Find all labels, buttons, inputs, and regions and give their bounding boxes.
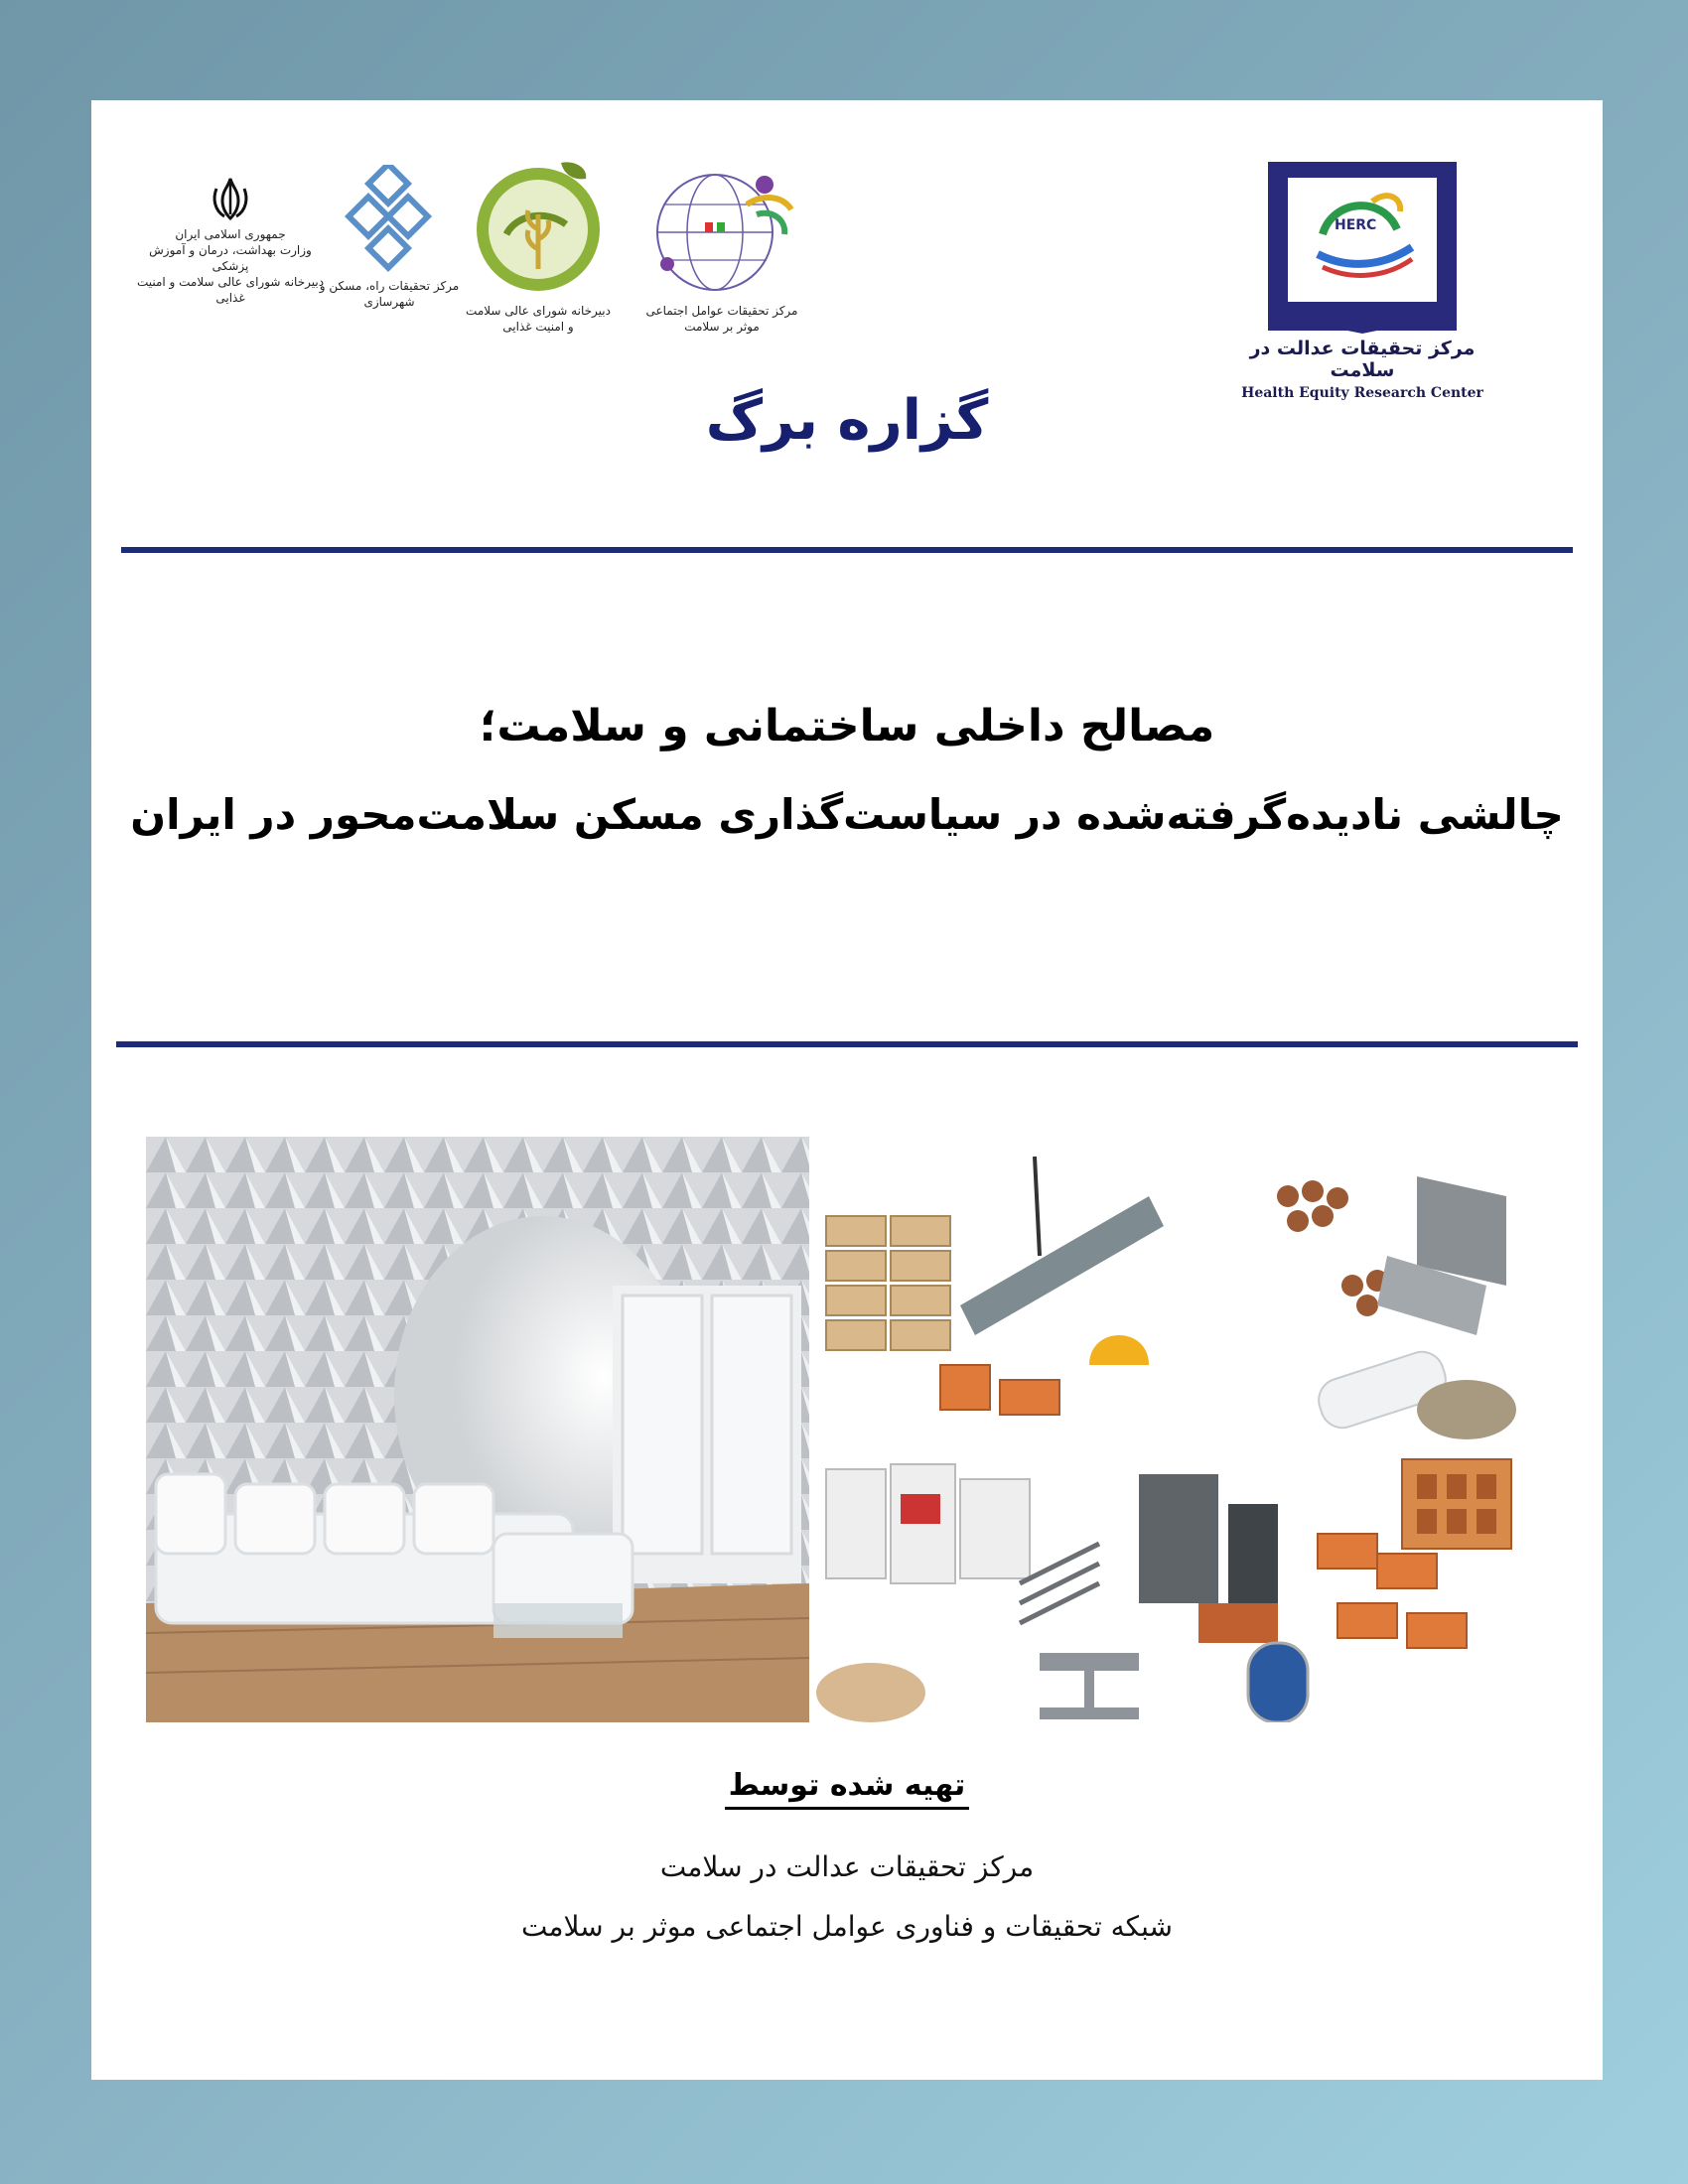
herc-name-fa: مرکز تحقیقات عدالت در سلامت <box>1249 338 1476 381</box>
food-security-caption: دبیرخانه شورای عالی سلامت و امنیت غذایی <box>466 304 611 334</box>
ministry-caption-3: دبیرخانه شورای عالی سلامت و امنیت غذایی <box>136 275 325 305</box>
title-line-1: مصالح داخلی ساختمانی و سلامت؛ <box>479 701 1215 751</box>
ministry-logo <box>131 175 330 306</box>
page <box>91 100 1603 2080</box>
social-determinants-logo <box>637 165 806 335</box>
food-security-logo <box>464 155 613 335</box>
housing-research-caption: مرکز تحقیقات راه، مسکن و شهرسازی <box>319 279 460 309</box>
iran-emblem-icon <box>209 175 252 222</box>
social-determinants-caption: مرکز تحقیقات عوامل اجتماعی موثر بر سلامت <box>645 304 798 334</box>
title-line-2: چالشی نادیده‌گرفته‌شده در سیاست‌گذاری مسکن سلامت‌محور در ایران <box>130 790 1564 839</box>
building-materials-collage <box>809 1137 1526 1722</box>
housing-research-logo-icon <box>345 165 434 274</box>
housing-research-logo <box>315 165 464 310</box>
herc-logo <box>1228 160 1496 401</box>
herc-abbr: HERC <box>1335 217 1377 233</box>
prepared-by-heading <box>91 1768 1603 1803</box>
ministry-caption-1: جمهوری اسلامی ایران <box>175 227 286 241</box>
herc-logo-icon <box>1263 160 1462 334</box>
divider-bottom <box>116 1041 1578 1047</box>
divider-top <box>121 547 1573 553</box>
social-determinants-logo-icon <box>647 165 796 299</box>
prepared-by-label: تهیه شده توسط <box>725 1768 970 1810</box>
food-security-logo-icon <box>467 155 611 299</box>
herc-name-en: Health Equity Research Center <box>1241 385 1483 401</box>
doc-type-heading: گزاره برگ <box>705 388 989 453</box>
org-line-1: مرکز تحقیقات عدالت در سلامت <box>659 1850 1035 1883</box>
org-line-2: شبکه تحقیقات و فناوری عوامل اجتماعی موثر بر سلامت <box>520 1910 1174 1943</box>
cover-image <box>146 1137 1526 1722</box>
interior-room-photo <box>146 1137 809 1722</box>
ministry-caption-2: وزارت بهداشت، درمان و آموزش پزشکی <box>149 243 312 273</box>
